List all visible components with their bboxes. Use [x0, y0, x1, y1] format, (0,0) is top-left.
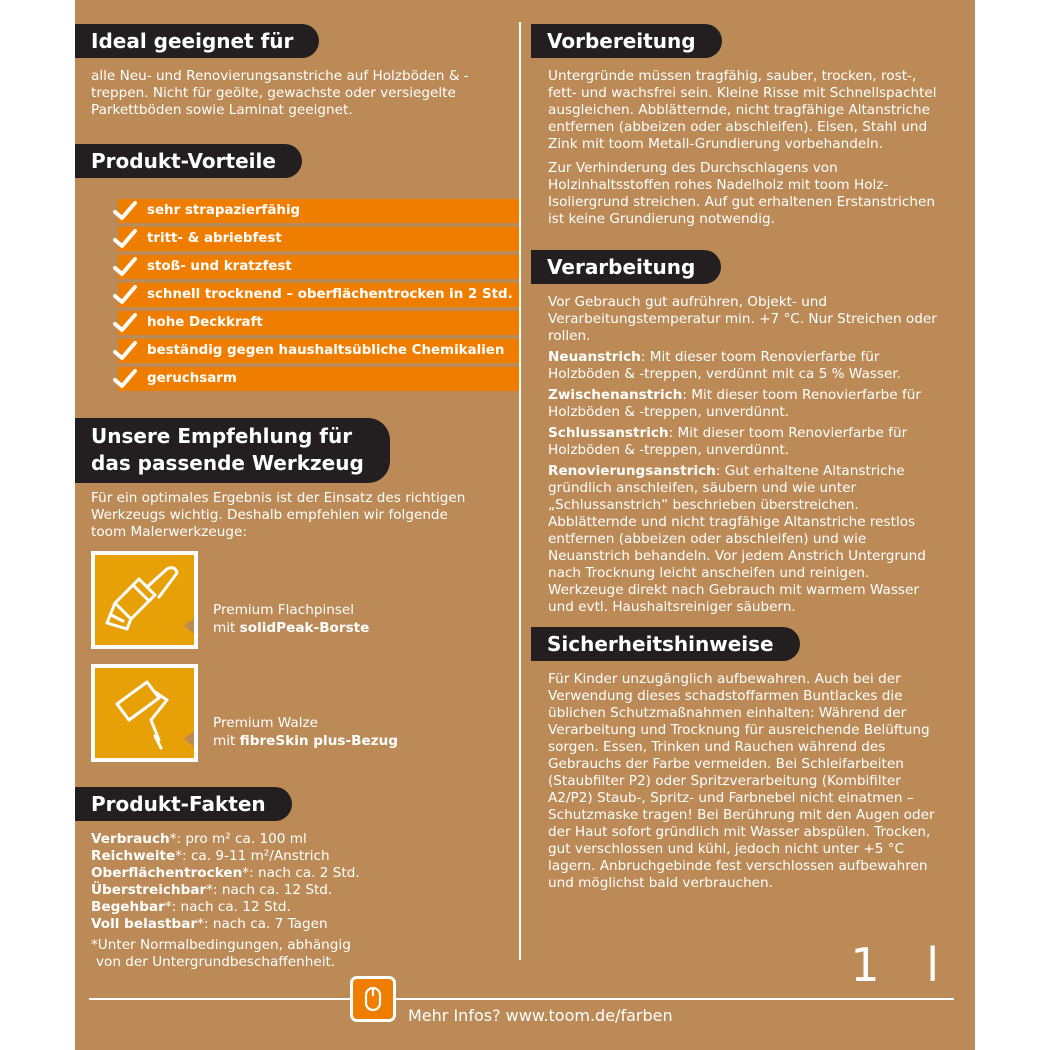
brush-name: Premium Flachpinsel [213, 602, 355, 618]
roller-name: Premium Walze [213, 715, 318, 731]
fact-value: *: nach ca. 7 Tagen [197, 916, 328, 932]
benefit-item [91, 224, 519, 252]
fact-label: Reichweite [91, 848, 176, 864]
checkmark-icon [113, 255, 137, 279]
empfehlung-heading-line2: das passende Werkzeug [91, 451, 364, 475]
roller-text [213, 714, 398, 750]
benefits-list [91, 196, 519, 392]
checkmark-icon [113, 283, 137, 307]
checkmark-icon [113, 339, 137, 363]
empfehlung-heading-line1: Unsere Empfehlung für [91, 424, 353, 448]
fact-value: *: nach ca. 12 Std. [164, 899, 291, 915]
sicherheit-text [548, 671, 948, 899]
verarbeitung-item-label: Zwischenanstrich [548, 387, 683, 403]
column-divider [519, 22, 521, 960]
verarbeitung-item-label: Schlussanstrich [548, 425, 669, 441]
verarbeitung-heading: Verarbeitung [531, 250, 721, 284]
verarbeitung-item-text: : Mit dieser toom Renovierfarbe für Holzböden & -treppen, verdünnt mit ca 5 % Wasser. [548, 349, 901, 382]
fact-row [91, 899, 391, 916]
fact-label: Oberflächentrocken [91, 865, 243, 881]
footer-link[interactable]: Mehr Infos? www.toom.de/farben [408, 1006, 673, 1025]
benefit-item [91, 280, 519, 308]
benefit-item [91, 364, 519, 392]
fact-label: Verbrauch [91, 831, 170, 847]
fact-label: Begehbar [91, 899, 165, 915]
fact-row [91, 848, 391, 865]
verarbeitung-item-text: : Mit dieser toom Renovierfarbe für Holzböden & -treppen, unverdünnt. [548, 387, 921, 420]
roller-desc [213, 732, 398, 750]
checkmark-icon [113, 227, 137, 251]
roller-tool-box [91, 664, 198, 762]
fact-note-line2: von der Untergrundbeschaffenheit. [96, 954, 336, 970]
benefit-label: geruchsarm [147, 371, 237, 386]
checkmark-icon [113, 311, 137, 335]
fact-label: Voll belastbar [91, 916, 198, 932]
empfehlung-text [91, 490, 471, 548]
benefit-item [91, 196, 519, 224]
fact-row [91, 865, 391, 882]
fact-value: *: ca. 9-11 m²/Anstrich [175, 848, 330, 864]
brush-tool-box [91, 551, 198, 649]
ideal-heading: Ideal geeignet für [75, 24, 319, 58]
verarbeitung-item-text: : Mit dieser toom Renovierfarbe für Holzböden & -treppen, unverdünnt. [548, 425, 908, 458]
checkmark-icon [113, 199, 137, 223]
mouse-icon-box[interactable] [350, 976, 396, 1022]
verarbeitung-item [548, 349, 946, 383]
mouse-icon [353, 979, 393, 1019]
empfehlung-paragraph: Für ein optimales Ergebnis ist der Einsatz des richtigen Werkzeugs wichtig. Deshalb empfehlen wir folgende toom Malerwerkzeuge: [91, 490, 466, 540]
verarbeitung-item [548, 387, 946, 421]
sicherheit-paragraph: Für Kinder unzugänglich aufbewahren. Auch bei der Verwendung dieses schadstoffarmen Buntlackes die üblichen Schutzmaßnahmen einhalten: Während der Verarbeitung und Trocknung für ausreichende Belüftung sorgen. Essen, Trinken und Rauchen während des Gebrauchs der Farbe vermeiden. Bei Schleifarbeiten (Staubfilter P2) oder Spritzverarbeitung (Kombifilter A2/P2) Staub-, Spritz- und Farbnebel nicht einatmen – Schutzmaske tragen! Bei Berührung mit den Augen oder der Haut sofort gründlich mit Wasser abspülen. Trocken, gut verschlossen und kühl, jedoch nicht unter +5 °C lagern. Anbruchgebinde fest verschlossen aufbewahren und möglichst bald verbrauchen. [548, 671, 935, 891]
footer-divider [89, 998, 954, 1000]
brush-desc [213, 619, 369, 637]
verarbeitung-item-label: Neuanstrich [548, 349, 641, 365]
fakten-heading: Produkt-Fakten [75, 787, 292, 821]
empfehlung-heading [75, 418, 390, 483]
benefit-label: schnell trocknend – oberflächentrocken in 2 Std. [147, 287, 513, 302]
benefit-label: sehr strapazierfähig [147, 203, 301, 218]
brush-icon [103, 563, 186, 637]
verarbeitung-item-label: Renovierungsanstrich [548, 463, 716, 479]
roller-desc-bold: fibreSkin plus-Bezug [239, 733, 399, 749]
verarbeitung-item-text: : Gut erhaltene Altanstriche gründlich anschleifen, säubern und wie unter „Schlussanstrich“ beschrieben überstreichen. Abblätternde und nicht tragfähige Altanstriche restlos entfernen (abbeizen oder abschleifen) und wie Neuanstrich behandeln. Vor jedem Anstrich Untergrund nach Trocknung leicht anscheifen und reinigen. Werkzeuge direkt nach Gebrauch mit warmem Wasser und evtl. Haushaltsreiniger säubern. [548, 463, 926, 615]
fact-note-line1: *Unter Normalbedingungen, abhängig [91, 937, 351, 953]
benefit-label: hohe Deckkraft [147, 315, 263, 330]
benefit-label: beständig gegen haushaltsübliche Chemikalien [147, 343, 505, 358]
benefit-item [91, 336, 519, 364]
benefit-item [91, 308, 519, 336]
verarbeitung-item [548, 425, 946, 459]
fact-row [91, 882, 391, 899]
fact-row [91, 831, 391, 848]
verarbeitung-text [548, 294, 946, 620]
volume-label: 1 l [850, 938, 955, 992]
sicherheit-heading: Sicherheitshinweise [531, 627, 800, 661]
fact-row [91, 916, 391, 933]
fact-value: *: pro m² ca. 100 ml [169, 831, 307, 847]
vorteile-heading: Produkt-Vorteile [75, 144, 302, 178]
brush-text [213, 601, 369, 637]
fact-value: *: nach ca. 2 Std. [242, 865, 360, 881]
benefit-label: tritt- & abriebfest [147, 231, 282, 246]
roller-desc-prefix: mit [213, 733, 240, 749]
tool-pointer [184, 731, 194, 747]
ideal-text [91, 68, 481, 126]
tool-pointer [184, 618, 194, 634]
vorbereitung-p1: Untergründe müssen tragfähig, sauber, trocken, rost-, fett- und wachsfrei sein. Kleine Risse mit Schnellspachtel ausgleichen. Abblätternde, nicht tragfähige Altanstriche entfernen (abbeizen oder abschleifen). Eisen, Stahl und Zink mit toom Metall-Grundierung vorbehandeln. [548, 68, 937, 152]
ideal-paragraph: alle Neu- und Renovierungsanstriche auf Holzböden & -treppen. Nicht für geölte, gewachste oder versiegelte Parkettböden sowie Laminat geeignet. [91, 68, 469, 118]
vorbereitung-heading: Vorbereitung [531, 24, 722, 58]
fact-value: *: nach ca. 12 Std. [206, 882, 333, 898]
verarbeitung-item [548, 463, 946, 616]
paint-roller-icon [103, 676, 186, 750]
checkmark-icon [113, 367, 137, 391]
fact-label: Überstreichbar [91, 882, 207, 898]
vorbereitung-text [548, 68, 948, 235]
fakten-list [91, 831, 391, 971]
brush-desc-bold: solidPeak-Borste [239, 620, 370, 636]
benefit-label: stoß- und kratzfest [147, 259, 292, 274]
verarbeitung-intro: Vor Gebrauch gut aufrühren, Objekt- und Verarbeitungstemperatur min. +7 °C. Nur Streichen oder rollen. [548, 294, 937, 344]
brush-desc-prefix: mit [213, 620, 240, 636]
vorbereitung-p2: Zur Verhinderung des Durchschlagens von Holzinhaltsstoffen rohes Nadelholz mit toom Holz-Isoliergrund streichen. Auf gut erhaltenen Erstanstrichen ist keine Grundierung notwendig. [548, 160, 935, 227]
benefit-item [91, 252, 519, 280]
